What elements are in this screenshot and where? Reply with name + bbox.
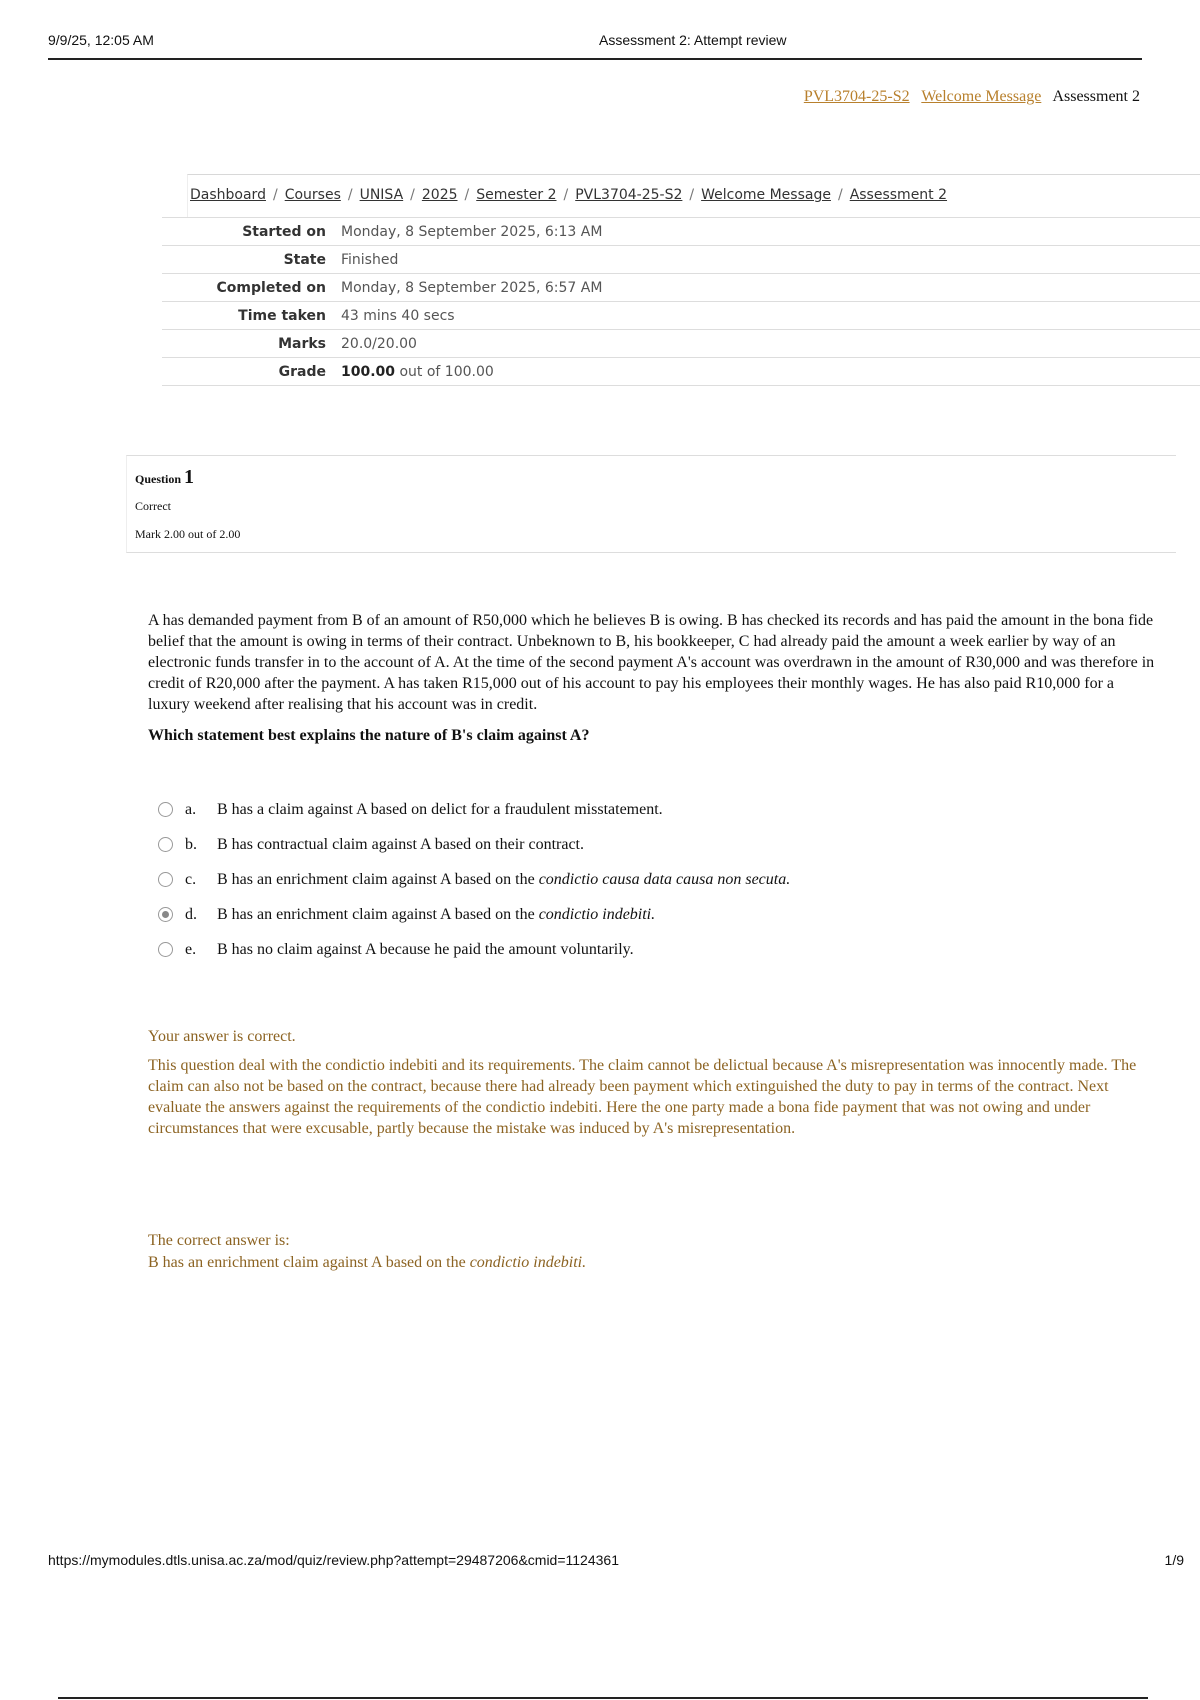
time-taken-value: 43 mins 40 secs [341,307,455,324]
question-info-box [126,455,1176,553]
state-label: State [283,251,326,268]
answer-option-c[interactable] [158,862,1158,897]
correct-answer-panel [148,1230,1158,1274]
breadcrumb [187,174,1200,218]
page-number: 1/9 [1164,1552,1184,1568]
answer-option-d[interactable] [158,897,1158,932]
marks-value: 20.0/20.00 [341,335,417,352]
started-label: Started on [242,223,326,240]
question-number [135,466,1168,489]
correct-answer-italic: condictio indebiti. [469,1254,587,1271]
question-body: A has demanded payment from B of an amount of R50,000 which he believes B is owing. B has checked its records and has paid the amount in the bona fide belief that the amount is owing in terms of their contract. Unbeknown to B, his bookkeeper, C had already paid the amount a week earlier by way of an electronic funds transfer in to the account of A. At the time of the second payment A's account was overdrawn in the amount of R30,000 and was therefore in credit of R20,000 after the payment. A has taken R15,000 out of his account to pay his employees their monthly wages. He has also paid R10,000 for a luxury weekend after realising that his account was in credit. [148,612,1155,713]
attempt-summary-table [162,217,1200,386]
breadcrumb-dashboard[interactable]: Dashboard [190,187,266,203]
question-state: Correct [135,499,171,513]
feedback-panel [148,1026,1158,1147]
question-prompt: Which statement best explains the nature of B's claim against A? [148,727,590,744]
breadcrumb-year[interactable]: 2025 [421,187,458,203]
answer-option-e[interactable] [158,932,1158,967]
summary-row-started [162,218,1200,246]
completed-label: Completed on [216,279,326,296]
print-title: Assessment 2: Attempt review [599,32,787,48]
answer-text: B has a claim against A based on delict for a fraudulent misstatement. [217,800,663,818]
print-url: https://mymodules.dtls.unisa.ac.za/mod/quiz/review.php?attempt=29487206&cmid=1124361 [48,1552,619,1568]
radio-button[interactable] [158,802,173,817]
breadcrumb-separator: / [272,187,278,203]
answer-text [217,906,655,924]
breadcrumb-welcome-message[interactable]: Welcome Message [701,187,831,203]
breadcrumb-unisa[interactable]: UNISA [359,187,404,203]
top-navigation [804,88,1140,106]
answer-text-plain: B has an enrichment claim against A based on the [217,905,539,923]
radio-button[interactable] [158,942,173,957]
current-page-label: Assessment 2 [1052,88,1140,105]
answer-letter: e. [185,940,197,958]
course-link[interactable]: PVL3704-25-S2 [803,88,910,105]
summary-row-state [162,246,1200,274]
question-label: Question [135,472,182,486]
question-number-value: 1 [184,466,195,488]
answer-letter: a. [185,800,197,818]
question-mark: Mark 2.00 out of 2.00 [135,527,241,541]
state-value: Finished [341,251,399,268]
summary-row-time [162,302,1200,330]
grade-value: 100.00 [341,363,396,380]
welcome-message-link[interactable]: Welcome Message [921,88,1042,105]
breadcrumb-separator: / [837,187,843,203]
print-footer [48,1552,1184,1568]
breadcrumb-separator: / [410,187,415,203]
feedback-explanation: This question deal with the condictio indebiti and its requirements. The claim cannot be delictual because A's misrepresentation was innocently made. The claim can also not be based on the contract, because there had already been payment which extinguished the duty to pay in terms of the contract. Next evaluate the answers against the requirements of the condictio indebiti. Here the one party made a bona fide payment that was not owing and under circumstances that were excusable, partly because the mistake was induced by A's misrepresentation. [148,1057,1137,1137]
answer-options [158,792,1158,967]
answer-text-italic: condictio indebiti. [538,905,656,923]
correct-answer-plain: B has an enrichment claim against A based on the [148,1254,470,1271]
answer-letter: d. [185,905,197,923]
summary-row-grade [162,358,1200,386]
correct-answer-text [148,1252,1158,1274]
print-datetime: 9/9/25, 12:05 AM [48,32,154,48]
print-header [48,30,1142,60]
radio-button-selected[interactable] [158,907,173,922]
breadcrumb-course[interactable]: PVL3704-25-S2 [575,187,683,203]
answer-text-italic: condictio causa data causa non secuta. [538,870,791,888]
answer-letter: b. [185,835,197,853]
answer-option-b[interactable] [158,827,1158,862]
time-taken-label: Time taken [238,307,326,324]
radio-button[interactable] [158,872,173,887]
summary-row-marks [162,330,1200,358]
question-text [148,610,1158,755]
breadcrumb-semester[interactable]: Semester 2 [476,187,557,203]
answer-text: B has contractual claim against A based on their contract. [217,835,584,853]
answer-text: B has no claim against A because he paid the amount voluntarily. [217,940,634,958]
breadcrumb-separator: / [347,187,353,203]
grade-cell [340,358,1200,386]
breadcrumb-separator: / [689,187,695,203]
radio-button[interactable] [158,837,173,852]
marks-label: Marks [278,335,326,352]
started-value: Monday, 8 September 2025, 6:13 AM [341,223,603,240]
answer-letter: c. [185,870,197,888]
correct-answer-label: The correct answer is: [148,1232,290,1249]
summary-row-completed [162,274,1200,302]
completed-value: Monday, 8 September 2025, 6:57 AM [341,279,603,296]
grade-label: Grade [278,363,326,380]
answer-option-a[interactable] [158,792,1158,827]
breadcrumb-courses[interactable]: Courses [284,187,341,203]
answer-text [217,871,790,889]
grade-suffix: out of 100.00 [399,363,494,380]
feedback-result: Your answer is correct. [148,1028,296,1045]
bottom-divider [58,1697,1148,1699]
breadcrumb-separator: / [464,187,470,203]
breadcrumb-separator: / [563,187,569,203]
breadcrumb-assessment[interactable]: Assessment 2 [849,187,948,203]
answer-text-plain: B has an enrichment claim against A based on the [217,870,539,888]
